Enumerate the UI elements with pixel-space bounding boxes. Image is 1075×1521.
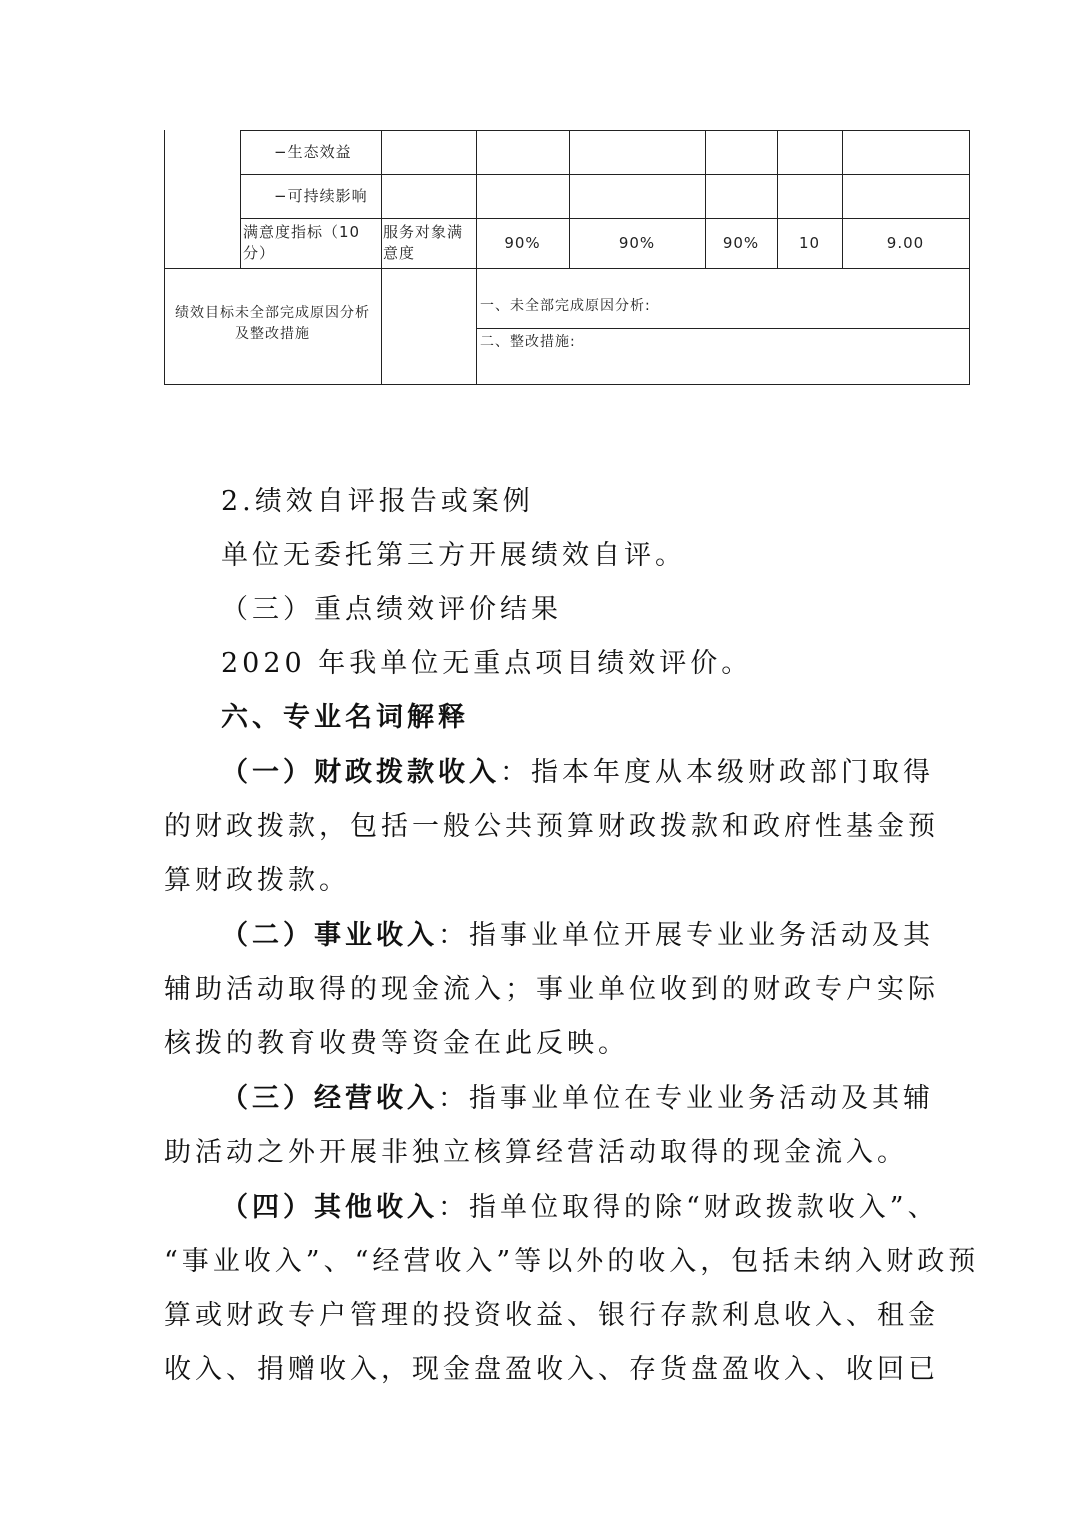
paragraph-line: 算财政拨款。	[164, 865, 350, 896]
table-border-top	[240, 130, 970, 131]
completion-value: 90%	[722, 234, 760, 252]
weight-value: 10	[798, 234, 821, 252]
section-heading: （三）重点绩效评价结果	[221, 594, 562, 625]
term-heading: （二）事业收入	[221, 920, 438, 951]
paragraph: 2020 年我单位无重点项目绩效评价。	[221, 648, 753, 679]
table-divider	[164, 268, 970, 269]
table-divider	[381, 130, 382, 385]
section-heading: 六、专业名词解释	[221, 702, 469, 733]
actual-value: 90%	[618, 234, 656, 252]
target-value: 90%	[504, 234, 541, 252]
paragraph-line: 辅助活动取得的现金流入；事业单位收到的财政专户实际	[164, 974, 939, 1005]
table-divider	[240, 174, 970, 175]
paragraph-line: （一）财政拨款收入：指本年度从本级财政部门取得	[221, 757, 934, 788]
term-heading: （三）经营收入	[221, 1083, 438, 1114]
paragraph-line: 算或财政专户管理的投资收益、银行存款利息收入、租金	[164, 1300, 939, 1331]
reason-measures: 二、整改措施:	[480, 334, 576, 350]
table-border-right	[969, 130, 970, 385]
paragraph: 单位无委托第三方开展绩效自评。	[221, 540, 686, 571]
score-value: 9.00	[886, 234, 925, 252]
paragraph-line: （三）经营收入：指事业单位在专业业务活动及其辅	[221, 1083, 934, 1114]
paragraph-line: “事业收入”、“经营收入”等以外的收入，包括未纳入财政预	[164, 1246, 980, 1277]
term-heading: （四）其他收入	[221, 1192, 438, 1223]
sustain-impact-label: −可持续影响	[274, 187, 368, 205]
paragraph-line: 的财政拨款，包括一般公共预算财政拨款和政府性基金预	[164, 811, 939, 842]
table-divider	[476, 130, 477, 385]
satisfaction-indicator-label: 满意度指标（10 分）	[243, 223, 361, 262]
table-divider	[240, 130, 241, 269]
performance-table	[164, 130, 970, 385]
table-divider	[240, 218, 970, 219]
reason-analysis: 一、未全部完成原因分析:	[480, 298, 651, 314]
satisfaction-sub-label: 服务对象满 意度	[383, 223, 464, 262]
eco-benefit-label: −生态效益	[274, 143, 352, 161]
paragraph-line: （四）其他收入：指单位取得的除“财政拨款收入”、	[221, 1192, 939, 1223]
paragraph-line: 核拨的教育收费等资金在此反映。	[164, 1028, 629, 1059]
paragraph-line: 助活动之外开展非独立核算经营活动取得的现金流入。	[164, 1137, 908, 1168]
section-heading: 2.绩效自评报告或案例	[221, 486, 534, 517]
table-divider	[476, 328, 970, 329]
paragraph-line: （二）事业收入：指事业单位开展专业业务活动及其	[221, 920, 934, 951]
table-border-left	[164, 130, 165, 385]
reason-label: 绩效目标未全部完成原因分析 及整改措施	[175, 305, 370, 342]
term-heading: （一）财政拨款收入	[221, 757, 500, 788]
paragraph-line: 收入、捐赠收入，现金盘盈收入、存货盘盈收入、收回已	[164, 1354, 939, 1385]
table-border-bottom	[164, 384, 970, 385]
